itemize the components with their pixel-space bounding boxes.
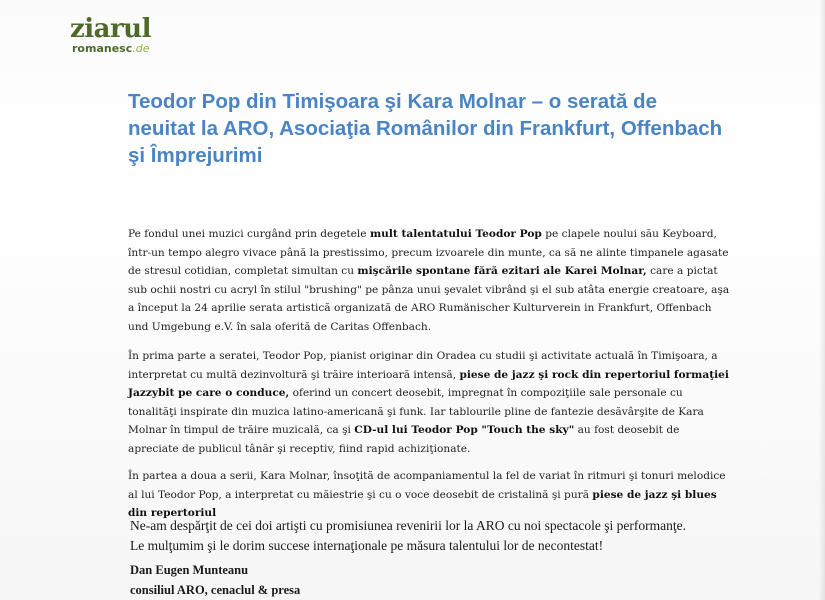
- paragraph-bold-text: mişcările spontane fără ezitari ale Karei Molnar,: [357, 265, 647, 278]
- logo-sub-name: romanesc: [72, 42, 133, 55]
- closing-line: Ne-am despărţit de cei doi artişti cu promisiunea revenirii lor la ARO cu noi spectacole şi performanţe.: [130, 518, 686, 533]
- article-paragraph: [128, 225, 733, 337]
- article-paragraph: [128, 467, 733, 520]
- closing-line: Le mulţumim şi le dorim succese internaţionale pe măsura talentului lor de necontestat!: [130, 538, 604, 553]
- signature: [130, 560, 530, 600]
- logo-sub-text: [72, 42, 149, 56]
- paragraph-text: au fost deosebit de apreciate de publicul tânăr şi receptiv, fiind rapid achiziţionate.: [128, 424, 680, 455]
- paragraph-bold-text: piese de jazz şi blues din repertoriul: [128, 488, 717, 520]
- paragraph-text: care a pictat sub ochii nostri cu acryl în stilul "brushing" pe pânza unui şevalet vibrând şi el sub atâta energie creatoare, aşa a început la 24 aprilie serata artistică organizată de ARO Rumänischer Kulturverein in Frankfurt, Offenbach und Umgebung e.V. în sala oferită de Caritas Offenbach.: [128, 265, 730, 333]
- article-paragraph: [128, 347, 733, 459]
- paragraph-bold-text: mult talentatului Teodor Pop: [369, 228, 542, 240]
- site-logo[interactable]: [70, 14, 180, 58]
- page-edge-shadow: [819, 0, 825, 600]
- paragraph-text: pe clapele noului său Keyboard, într-un tempo alegro vivace până la prestissimo, precum izvoarele din munte, ca să ne alinte timpanele agasate de stresul cotidian, completat simultan cu: [128, 228, 729, 278]
- signature-role: consiliul ARO, cenaclul & presa: [130, 583, 301, 597]
- signature-name: Dan Eugen Munteanu: [130, 563, 249, 577]
- logo-domain: .de: [132, 42, 150, 55]
- paragraph-bold-text: CD-ul lui Teodor Pop "Touch the sky": [354, 424, 575, 437]
- paragraph-text: Pe fondul unei muzici curgând prin degetele: [128, 228, 370, 240]
- logo-main-text: ziarul: [70, 14, 151, 44]
- closing-note: [130, 516, 730, 556]
- paragraph-text: În prima parte a seratei, Teodor Pop, pianist originar din Oradea cu studii şi activitate actuală în Timişoara, a interpretat cu multă dezinvoltură şi trăire interioară intensă,: [128, 350, 718, 381]
- article-title: Teodor Pop din Timişoara şi Kara Molnar – o serată de neuitat la ARO, Asociaţia Românilor din Frankfurt, Offenbach şi Împrejurimi: [128, 90, 723, 167]
- paragraph-text: În partea a doua a serii, Kara Molnar, însoţită de acompaniamentul la fel de variat în ritmuri şi tonuri melodice al lui Teodor Pop, a interpretat cu măiestrie şi cu o voce deosebit de cristalină şi pură: [128, 470, 726, 501]
- paragraph-text: oferind un concert deosebit, impregnat în compoziţiile sale personale cu tonalităţi inspirate din muzica latino-americană şi funk. Iar tablourile pline de fantezie desăvârşite de Kara Molnar în timpul de trăire muzicală, ca şi: [128, 387, 704, 437]
- paragraph-bold-text: piese de jazz şi rock din repertoriul formaţiei Jazzybit pe care o conduce,: [128, 368, 729, 400]
